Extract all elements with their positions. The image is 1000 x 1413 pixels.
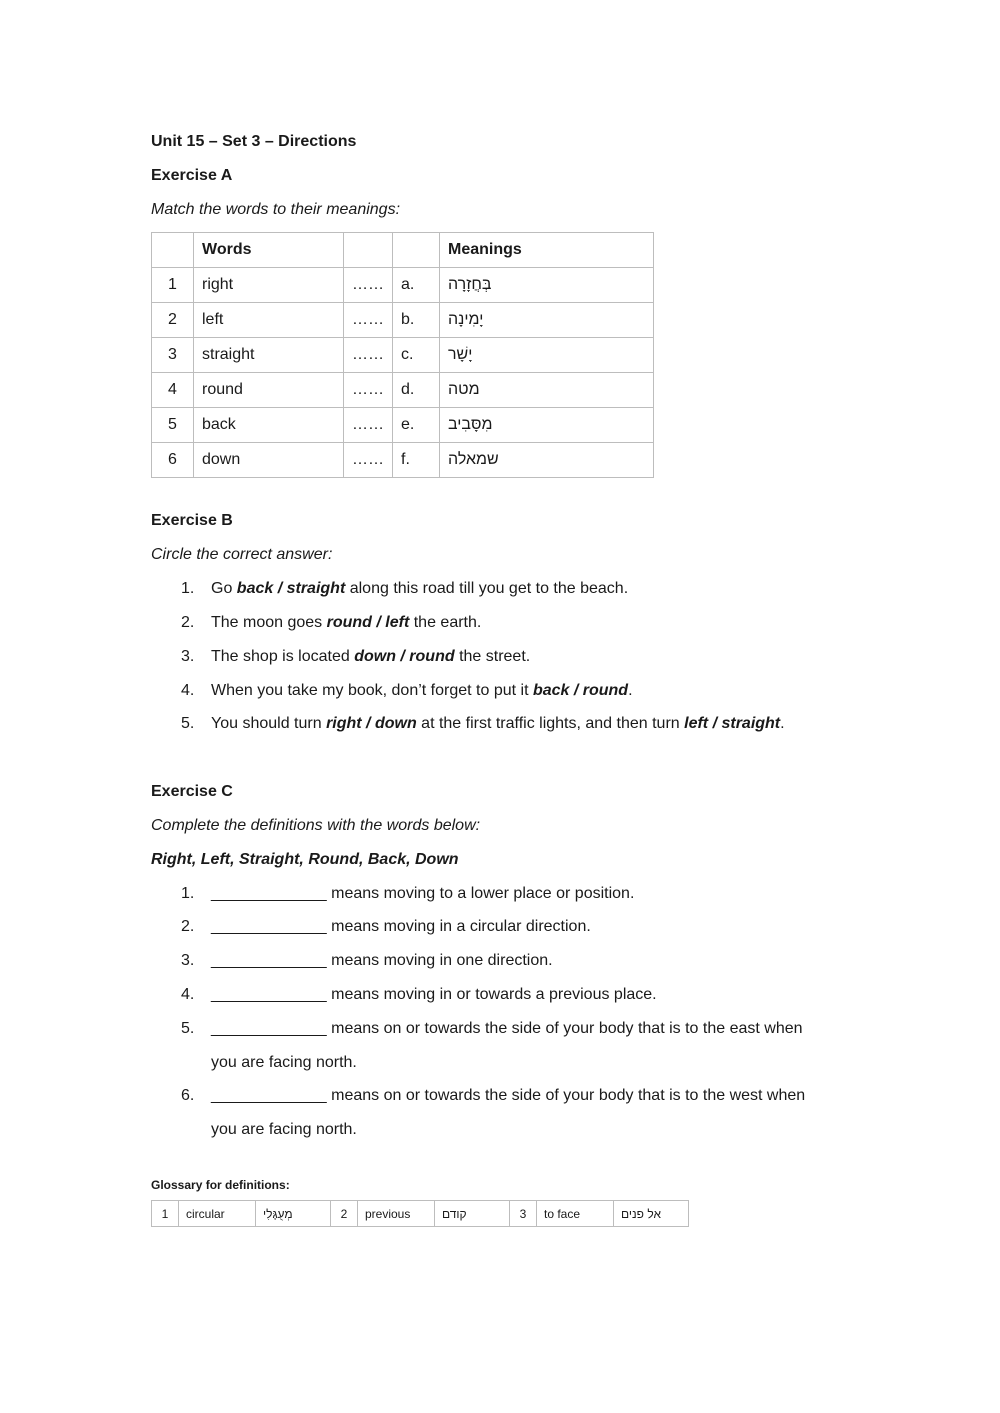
table-row [152,338,654,373]
item-number: 2. [181,614,195,631]
exercise-a-instruction: Match the words to their meanings: [151,201,401,218]
list-item [181,647,530,667]
answer-options[interactable]: back / round [532,682,629,699]
table-row [152,303,654,338]
row-meaning: מִסָּבִיב [448,416,493,433]
row-meaning: יָמִינָה [448,311,484,328]
row-meaning: שמאלה [448,451,499,468]
row-num: 6 [152,443,194,478]
meaning-cell [440,373,654,408]
answer-blank[interactable]: …… [344,303,393,338]
glossary-hebrew: קודם [442,1206,467,1221]
word-bank: Right, Left, Straight, Round, Back, Down [151,851,459,868]
definition-continuation: you are facing north. [211,1054,357,1071]
item-text: . [628,682,633,699]
header-blank [344,233,393,268]
row-word: round [194,373,344,408]
item-number: 3. [181,648,195,665]
row-word: right [194,268,344,303]
answer-blank[interactable]: …… [344,268,393,303]
row-letter: c. [393,338,440,373]
row-num: 5 [152,408,194,443]
exercise-c-heading: Exercise C [151,783,233,800]
row-word: straight [194,338,344,373]
item-number: 3. [181,952,195,969]
item-number: 6. [181,1087,195,1104]
list-item [181,579,628,599]
meaning-cell [440,443,654,478]
item-text: Go [211,580,237,597]
item-number: 5. [181,1020,195,1037]
answer-options[interactable]: left / straight [684,715,781,732]
list-item [181,884,634,904]
item-number: 4. [181,682,195,699]
header-words: Words [194,233,344,268]
definition-text[interactable]: _____________ means on or towards the side of your body that is to the east when [211,1020,803,1037]
answer-options[interactable]: back / straight [236,580,346,597]
item-text: . [780,715,785,732]
glossary-hebrew: אל פנים [621,1206,661,1221]
item-text: the earth. [409,614,482,631]
glossary-num: 1 [152,1201,179,1227]
definition-text[interactable]: _____________ means on or towards the side of your body that is to the west when [211,1087,806,1104]
header-letter [393,233,440,268]
row-word: back [194,408,344,443]
glossary-title: Glossary for definitions: [151,1178,290,1192]
glossary-num: 2 [331,1201,358,1227]
row-num: 4 [152,373,194,408]
glossary-word: to face [537,1201,614,1227]
header-num [152,233,194,268]
row-num: 3 [152,338,194,373]
definition-text[interactable]: _____________ means moving to a lower place or position. [211,885,635,902]
glossary-hebrew-cell [614,1201,689,1227]
row-meaning: בְּחֲזָרָה [448,276,492,293]
row-letter: f. [393,443,440,478]
answer-options[interactable]: right / down [326,715,417,732]
row-letter: a. [393,268,440,303]
item-number: 2. [181,918,195,935]
answer-blank[interactable]: …… [344,408,393,443]
list-item [181,1019,803,1039]
header-meanings: Meanings [440,233,654,268]
list-item [181,714,785,734]
row-letter: e. [393,408,440,443]
list-item [181,681,633,701]
answer-blank[interactable]: …… [344,373,393,408]
item-text: The moon goes [211,614,327,631]
row-meaning: מטה [448,381,480,398]
table-row [152,373,654,408]
list-item [181,917,591,937]
item-number: 1. [181,885,195,902]
list-item [181,1086,805,1106]
glossary-num: 3 [510,1201,537,1227]
answer-blank[interactable]: …… [344,443,393,478]
table-row [152,443,654,478]
table-row [152,268,654,303]
item-text: When you take my book, don’t forget to put it [211,682,533,699]
meaning-cell [440,268,654,303]
row-num: 2 [152,303,194,338]
item-text: along this road till you get to the beach. [345,580,629,597]
exercise-b-instruction: Circle the correct answer: [151,546,333,563]
page-title: Unit 15 – Set 3 – Directions [151,133,357,150]
row-letter: b. [393,303,440,338]
answer-options[interactable]: round / left [326,614,410,631]
table-header-row [152,233,654,268]
matching-table [151,232,654,478]
meaning-cell [440,303,654,338]
list-item [181,985,657,1005]
definition-text[interactable]: _____________ means moving in one direction. [211,952,553,969]
glossary-word: previous [358,1201,435,1227]
exercise-b-heading: Exercise B [151,512,233,529]
glossary-row [152,1201,689,1227]
glossary-word: circular [179,1201,256,1227]
definition-text[interactable]: _____________ means moving in a circular direction. [211,918,591,935]
item-text: The shop is located [211,648,355,665]
list-item [181,613,481,633]
glossary-hebrew-cell [435,1201,510,1227]
row-num: 1 [152,268,194,303]
definition-text[interactable]: _____________ means moving in or towards a previous place. [211,986,657,1003]
item-number: 1. [181,580,195,597]
definition-continuation: you are facing north. [211,1121,357,1138]
table-row [152,408,654,443]
row-word: left [194,303,344,338]
glossary-hebrew: מְעֻגָּלִי [263,1206,293,1221]
meaning-cell [440,338,654,373]
answer-blank[interactable]: …… [344,338,393,373]
list-item [181,951,553,971]
item-number: 4. [181,986,195,1003]
item-text: at the first traffic lights, and then turn [416,715,685,732]
exercise-a-heading: Exercise A [151,167,233,184]
glossary-hebrew-cell [256,1201,331,1227]
exercise-c-instruction: Complete the definitions with the words below: [151,817,481,834]
item-number: 5. [181,715,195,732]
row-word: down [194,443,344,478]
meaning-cell [440,408,654,443]
glossary-table [151,1200,689,1227]
item-text: the street. [454,648,531,665]
item-text: You should turn [211,715,327,732]
row-meaning: יָשָׁר [448,346,473,363]
answer-options[interactable]: down / round [354,648,455,665]
row-letter: d. [393,373,440,408]
